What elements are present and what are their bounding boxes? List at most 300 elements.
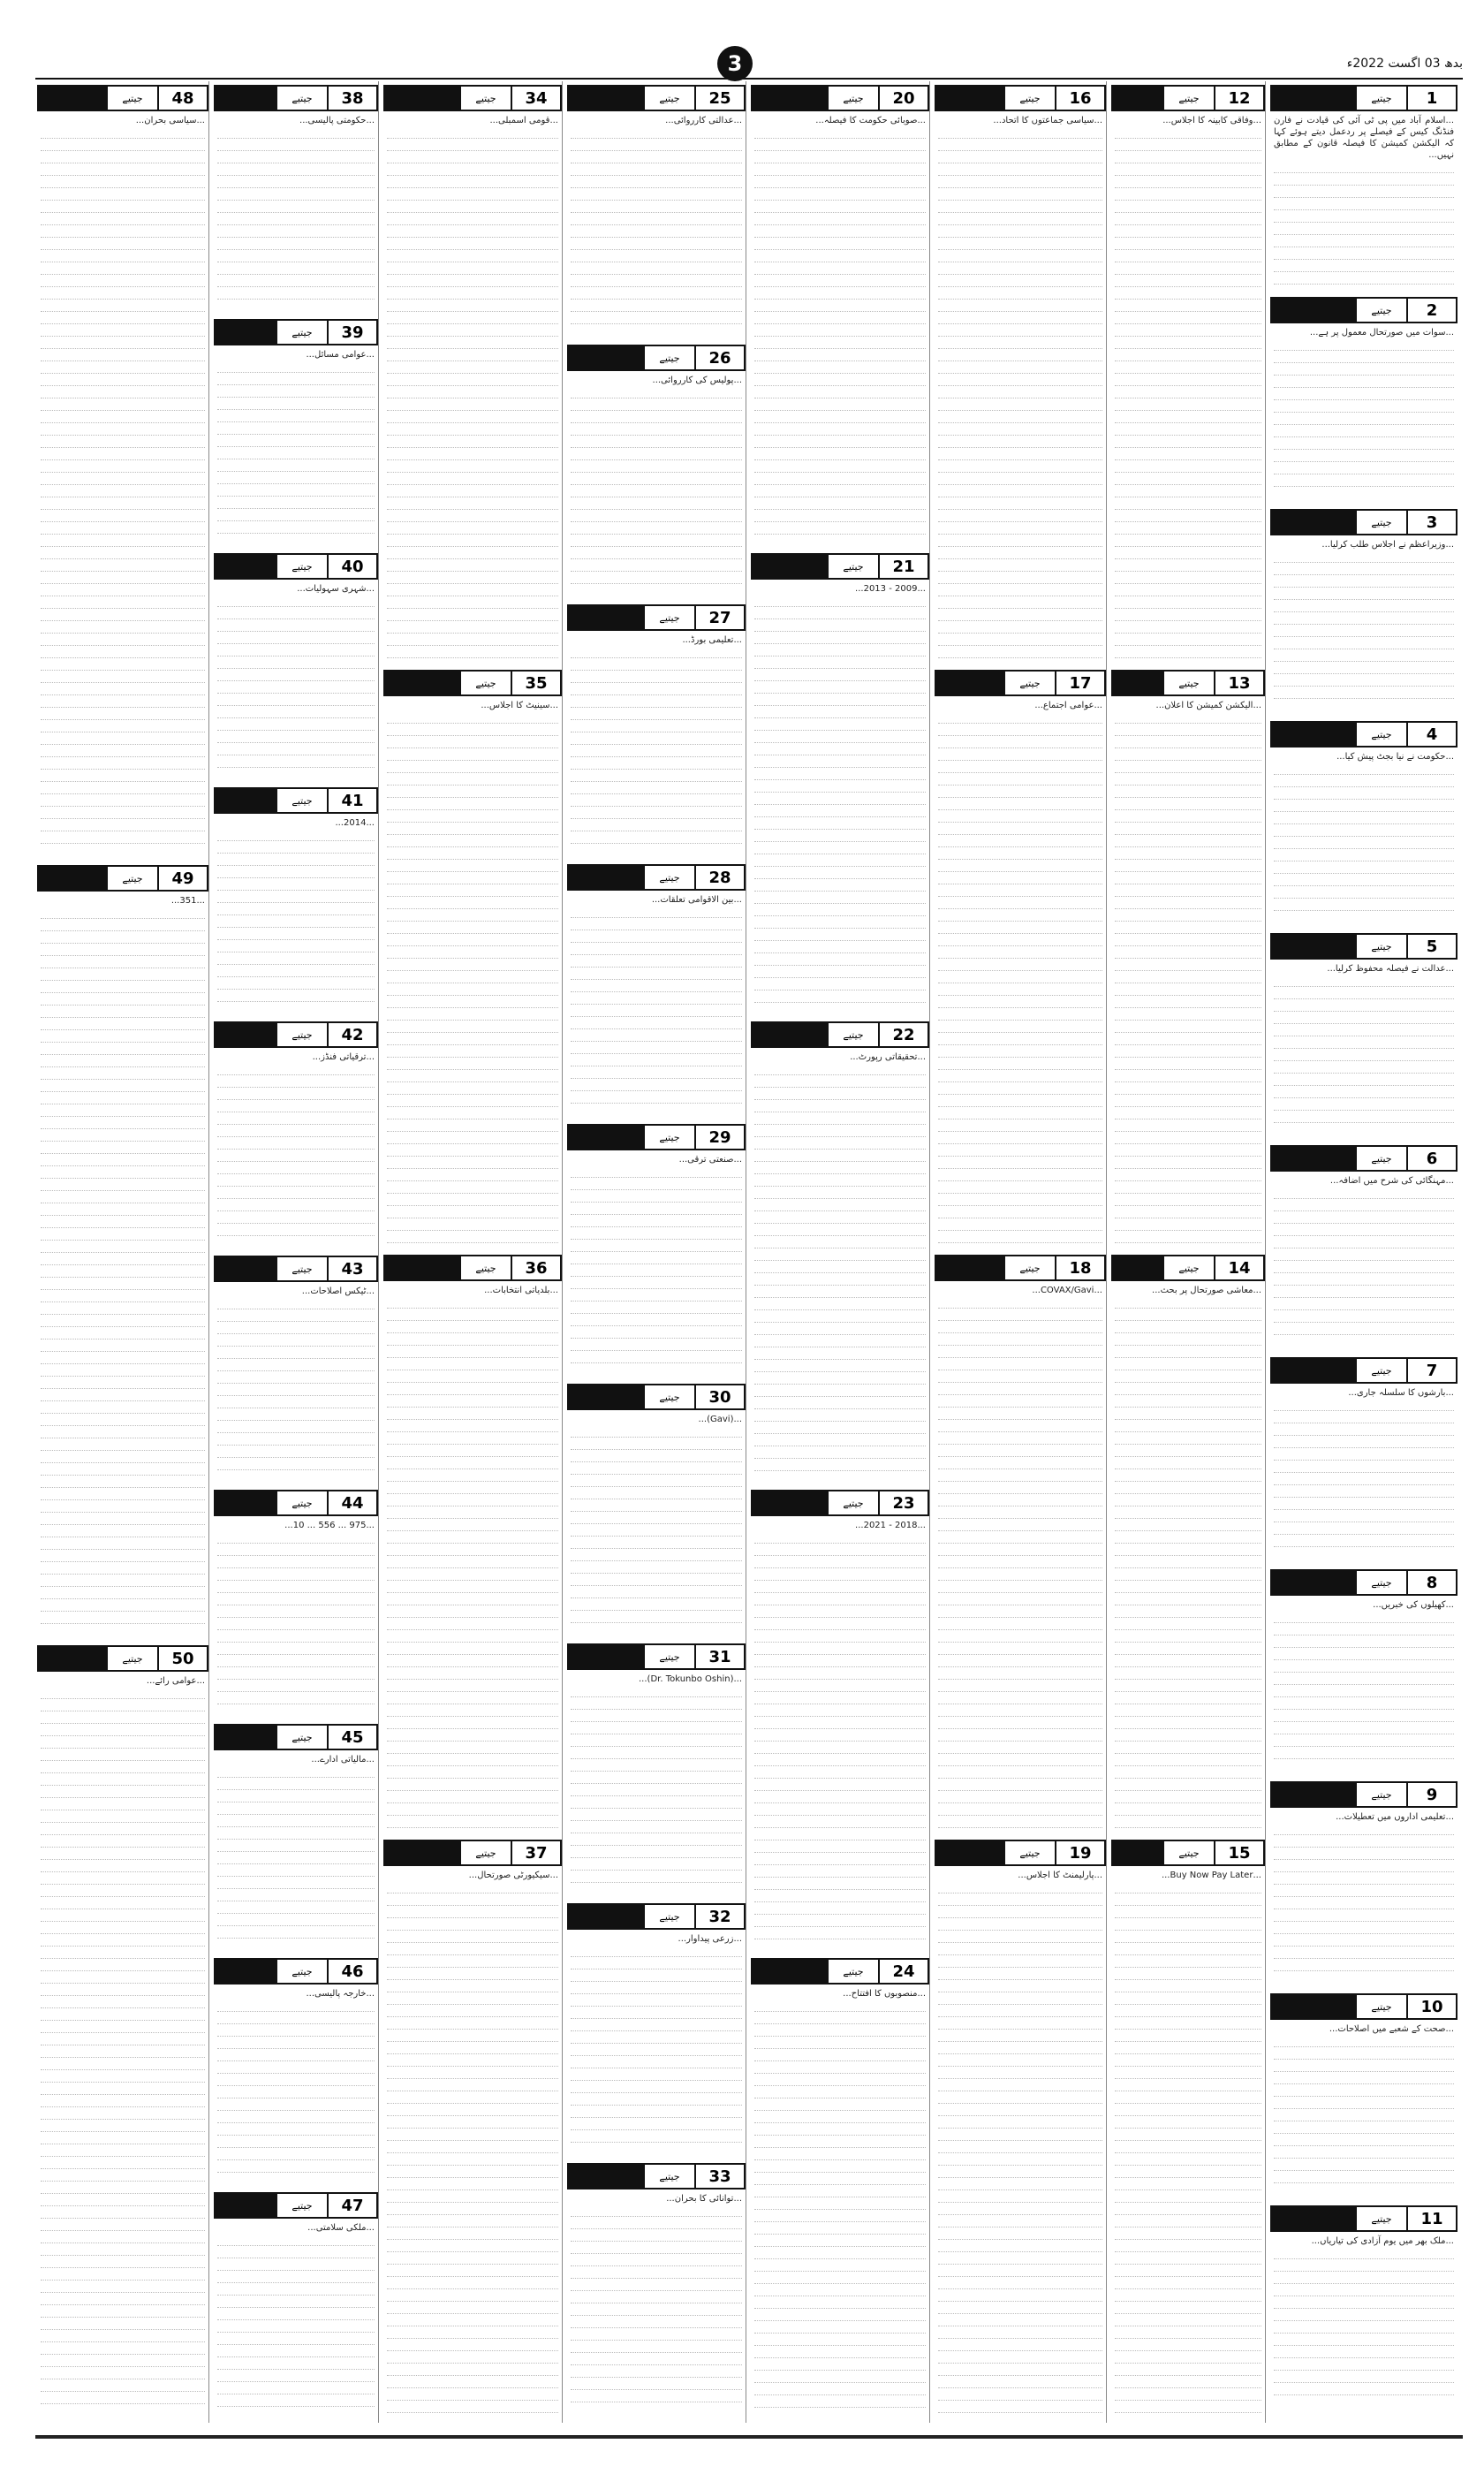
question-label: جیتیے	[1371, 1576, 1392, 1589]
text-line-placeholder	[938, 559, 1102, 572]
question-number: 33	[694, 2165, 744, 2188]
text-line-placeholder	[217, 2098, 375, 2111]
text-line-placeholder	[1274, 1673, 1454, 1685]
text-line-placeholder	[754, 1248, 926, 1261]
text-line-placeholder	[387, 1593, 558, 1605]
answer-blank-bar	[1272, 1147, 1357, 1170]
text-line-placeholder	[571, 423, 742, 436]
text-line-placeholder	[754, 731, 926, 743]
text-line-placeholder	[1115, 2030, 1261, 2042]
text-line-placeholder	[571, 2093, 742, 2106]
answer-blank-bar	[1272, 935, 1357, 958]
text-line-placeholder	[571, 2242, 742, 2254]
question-number: 42	[327, 1023, 376, 1046]
text-line-placeholder	[938, 1021, 1102, 1033]
text-line-placeholder	[41, 2070, 205, 2083]
text-line-placeholder	[571, 732, 742, 745]
text-line-placeholder	[754, 1211, 926, 1224]
text-line-placeholder	[1115, 213, 1261, 225]
text-line-placeholder	[1115, 1992, 1261, 2005]
answer-blank-bar	[216, 1491, 277, 1514]
text-line-placeholder	[387, 1346, 558, 1358]
text-line-placeholder	[938, 1181, 1102, 1194]
text-line-placeholder	[1274, 2121, 1454, 2134]
text-line-placeholder	[571, 213, 742, 225]
text-line-placeholder	[1115, 1445, 1261, 1457]
text-line-placeholder	[217, 250, 375, 262]
text-line-placeholder	[41, 1401, 205, 1414]
text-line-placeholder	[1274, 2060, 1454, 2072]
text-line-placeholder	[387, 2215, 558, 2227]
question-block	[749, 81, 931, 546]
answer-blank-bar	[569, 1126, 645, 1149]
text-line-placeholder	[387, 1370, 558, 1383]
text-line-placeholder	[754, 1446, 926, 1459]
text-line-placeholder	[387, 761, 558, 773]
text-line-placeholder	[1274, 1485, 1454, 1498]
text-line-placeholder	[217, 139, 375, 151]
text-line-placeholder	[387, 1107, 558, 1119]
text-line-placeholder	[217, 1802, 375, 1815]
text-line-placeholder	[1115, 724, 1261, 736]
text-line-placeholder	[754, 1853, 926, 1865]
text-line-placeholder	[387, 1383, 558, 1395]
text-line-placeholder	[1274, 2309, 1454, 2321]
text-line-placeholder	[41, 2083, 205, 2095]
text-line-placeholder	[217, 2148, 375, 2160]
text-line-placeholder	[754, 929, 926, 941]
text-line-placeholder	[938, 1943, 1102, 1955]
question-header	[1270, 2205, 1458, 2232]
text-line-placeholder	[217, 1309, 375, 1322]
text-line-placeholder	[754, 2061, 926, 2074]
text-line-placeholder	[41, 1699, 205, 1711]
text-line-placeholder	[571, 473, 742, 485]
text-line-placeholder	[1274, 2284, 1454, 2296]
text-line-placeholder	[754, 1100, 926, 1112]
text-line-placeholder	[387, 1070, 558, 1082]
text-line-placeholder	[387, 1605, 558, 1618]
text-line-placeholder	[571, 1722, 742, 1734]
text-line-placeholder	[1274, 1323, 1454, 1335]
answer-blank-bar	[39, 87, 108, 110]
text-line-placeholder	[938, 423, 1102, 436]
text-line-placeholder	[754, 879, 926, 892]
bottom-rule	[35, 2435, 1463, 2439]
text-line-placeholder	[387, 151, 558, 163]
text-line-placeholder	[1274, 1510, 1454, 1522]
text-line-placeholder	[571, 671, 742, 683]
text-line-placeholder	[1115, 1519, 1261, 1531]
question-label: جیتیے	[292, 1965, 313, 1977]
text-line-placeholder	[571, 943, 742, 955]
text-line-placeholder	[1274, 588, 1454, 600]
text-line-placeholder	[571, 2229, 742, 2242]
text-line-placeholder	[217, 1334, 375, 1347]
text-line-placeholder	[387, 1980, 558, 1992]
text-line-placeholder	[387, 1420, 558, 1432]
text-line-placeholder	[571, 522, 742, 535]
text-line-placeholder	[41, 732, 205, 745]
question-block	[212, 81, 380, 312]
text-line-placeholder	[938, 1593, 1102, 1605]
text-line-placeholder	[571, 2254, 742, 2266]
question-header	[1270, 509, 1458, 535]
text-line-placeholder	[571, 2328, 742, 2341]
text-line-placeholder	[754, 842, 926, 854]
text-line-placeholder	[1115, 238, 1261, 250]
text-line-placeholder	[938, 361, 1102, 374]
text-line-placeholder	[571, 2341, 742, 2353]
question-label: جیتیے	[659, 2170, 680, 2182]
text-line-placeholder	[571, 1264, 742, 1277]
answer-blank-bar	[753, 555, 829, 578]
text-line-placeholder	[41, 1154, 205, 1166]
text-line-placeholder	[217, 1544, 375, 1556]
article-text: ...سیاسی بحران...	[135, 116, 205, 125]
text-line-placeholder	[387, 785, 558, 798]
answer-blank-bar	[753, 1023, 829, 1046]
text-line-placeholder	[1115, 337, 1261, 349]
text-line-placeholder	[387, 1531, 558, 1544]
text-line-placeholder	[217, 1088, 375, 1100]
text-line-placeholder	[938, 2166, 1102, 2178]
text-line-placeholder	[41, 275, 205, 287]
answer-blank-bar	[1272, 2207, 1357, 2230]
text-line-placeholder	[754, 619, 926, 632]
text-line-placeholder	[938, 810, 1102, 823]
text-line-placeholder	[387, 1943, 558, 1955]
text-line-placeholder	[217, 940, 375, 952]
text-line-placeholder	[1115, 897, 1261, 909]
text-line-placeholder	[754, 1816, 926, 1828]
text-line-placeholder	[1274, 1959, 1454, 1971]
text-line-placeholder	[938, 959, 1102, 971]
text-line-placeholder	[754, 1187, 926, 1199]
question-block	[212, 550, 380, 780]
text-line-placeholder	[938, 238, 1102, 250]
question-block	[933, 81, 1108, 663]
question-number: 10	[1406, 1995, 1456, 2018]
text-line-placeholder	[41, 1860, 205, 1872]
text-line-placeholder	[571, 238, 742, 250]
text-line-placeholder	[41, 2256, 205, 2268]
text-line-placeholder	[571, 250, 742, 262]
text-line-placeholder	[938, 1729, 1102, 1742]
answer-blank-bar	[753, 1491, 829, 1514]
news-column	[749, 81, 931, 2423]
text-line-placeholder	[41, 2194, 205, 2206]
text-line-placeholder	[387, 1906, 558, 1918]
text-line-placeholder	[571, 1710, 742, 1722]
text-line-placeholder	[217, 1187, 375, 1199]
text-line-placeholder	[1115, 1309, 1261, 1321]
text-line-placeholder	[1274, 1399, 1454, 1411]
text-line-placeholder	[41, 2144, 205, 2157]
text-line-placeholder	[571, 1252, 742, 1264]
text-line-placeholder	[1115, 485, 1261, 497]
text-line-placeholder	[387, 1618, 558, 1630]
answer-blank-bar	[1272, 1995, 1357, 2018]
text-line-placeholder	[1274, 649, 1454, 662]
text-line-placeholder	[754, 2024, 926, 2037]
text-line-placeholder	[938, 1296, 1102, 1309]
text-line-placeholder	[1115, 225, 1261, 238]
text-line-placeholder	[217, 1889, 375, 1901]
text-line-placeholder	[41, 312, 205, 324]
text-line-placeholder	[387, 2339, 558, 2351]
text-line-placeholder	[1115, 522, 1261, 535]
text-line-placeholder	[938, 1157, 1102, 1169]
text-line-placeholder	[1274, 837, 1454, 849]
text-line-placeholder	[1274, 1036, 1454, 1049]
text-line-placeholder	[571, 1462, 742, 1475]
text-line-placeholder	[217, 1605, 375, 1618]
text-line-placeholder	[938, 2129, 1102, 2141]
text-line-placeholder	[1274, 198, 1454, 210]
answer-blank-bar	[385, 87, 461, 110]
text-line-placeholder	[571, 201, 742, 213]
answer-blank-bar	[39, 867, 108, 890]
question-label: جیتیے	[843, 1965, 864, 1977]
answer-blank-bar	[936, 87, 1005, 110]
text-line-placeholder	[387, 1568, 558, 1581]
question-header	[214, 553, 378, 580]
text-line-placeholder	[754, 1643, 926, 1655]
answer-blank-bar	[216, 1023, 277, 1046]
text-line-placeholder	[754, 188, 926, 201]
text-line-placeholder	[571, 2266, 742, 2279]
text-line-placeholder	[938, 934, 1102, 946]
question-label: جیتیے	[292, 326, 313, 338]
text-line-placeholder	[387, 1181, 558, 1194]
text-line-placeholder	[1274, 1934, 1454, 1947]
text-line-placeholder	[571, 1425, 742, 1438]
article-text: ...عدالتی کارروائی...	[665, 116, 742, 125]
text-line-placeholder	[1115, 2265, 1261, 2277]
text-line-placeholder	[754, 1927, 926, 1939]
text-line-placeholder	[938, 1070, 1102, 1082]
question-number: 6	[1406, 1147, 1456, 1170]
text-line-placeholder	[1115, 1169, 1261, 1181]
text-line-placeholder	[387, 1791, 558, 1803]
text-line-placeholder	[1115, 922, 1261, 934]
text-line-placeholder	[754, 225, 926, 238]
text-line-placeholder	[754, 1915, 926, 1927]
text-line-placeholder	[41, 374, 205, 386]
text-line-placeholder	[387, 176, 558, 188]
question-number: 4	[1406, 723, 1456, 746]
text-line-placeholder	[41, 1278, 205, 1290]
question-number: 29	[694, 1126, 744, 1149]
text-line-placeholder	[754, 1385, 926, 1397]
text-line-placeholder	[938, 436, 1102, 448]
text-line-placeholder	[754, 1840, 926, 1853]
text-line-placeholder	[1115, 1655, 1261, 1667]
text-line-placeholder	[217, 435, 375, 447]
question-number: 11	[1406, 2207, 1456, 2230]
text-line-placeholder	[1274, 2134, 1454, 2146]
text-line-placeholder	[41, 1798, 205, 1810]
text-line-placeholder	[571, 2019, 742, 2031]
text-line-placeholder	[1274, 1947, 1454, 1959]
text-line-placeholder	[1115, 250, 1261, 262]
text-line-placeholder	[387, 2265, 558, 2277]
text-line-placeholder	[938, 188, 1102, 201]
question-header	[37, 865, 208, 892]
text-line-placeholder	[571, 287, 742, 300]
text-line-placeholder	[41, 671, 205, 683]
text-line-placeholder	[938, 2178, 1102, 2190]
question-header	[1270, 1569, 1458, 1596]
text-line-placeholder	[754, 324, 926, 337]
text-line-placeholder	[754, 1360, 926, 1372]
text-line-placeholder	[1274, 886, 1454, 899]
text-line-placeholder	[387, 188, 558, 201]
text-line-placeholder	[571, 930, 742, 943]
question-number: 48	[157, 87, 207, 110]
text-line-placeholder	[754, 1409, 926, 1422]
text-line-placeholder	[387, 448, 558, 460]
text-line-placeholder	[217, 2320, 375, 2333]
text-line-placeholder	[217, 2160, 375, 2173]
text-line-placeholder	[387, 473, 558, 485]
text-line-placeholder	[1274, 1061, 1454, 1074]
text-line-placeholder	[938, 897, 1102, 909]
text-line-placeholder	[938, 1383, 1102, 1395]
text-line-placeholder	[1115, 2079, 1261, 2091]
text-line-placeholder	[1115, 609, 1261, 621]
text-line-placeholder	[1115, 810, 1261, 823]
text-line-placeholder	[387, 1544, 558, 1556]
text-line-placeholder	[938, 1519, 1102, 1531]
text-line-placeholder	[387, 2141, 558, 2153]
text-line-placeholder	[1274, 2247, 1454, 2259]
text-line-placeholder	[1115, 1181, 1261, 1194]
text-line-placeholder	[217, 1593, 375, 1605]
text-line-placeholder	[571, 225, 742, 238]
text-line-placeholder	[938, 1206, 1102, 1218]
text-line-placeholder	[1115, 2252, 1261, 2265]
text-line-placeholder	[1115, 2302, 1261, 2314]
text-line-placeholder	[217, 2061, 375, 2074]
text-line-placeholder	[754, 681, 926, 694]
question-number: 1	[1406, 87, 1456, 110]
text-line-placeholder	[571, 1005, 742, 1017]
text-line-placeholder	[41, 1537, 205, 1550]
article-text: ...سوات میں صورتحال معمول پر ہے...	[1309, 328, 1454, 338]
text-line-placeholder	[41, 819, 205, 831]
text-line-placeholder	[217, 1815, 375, 1827]
text-line-placeholder	[387, 584, 558, 596]
text-line-placeholder	[41, 931, 205, 944]
text-line-placeholder	[41, 1092, 205, 1104]
text-line-placeholder	[1115, 872, 1261, 884]
text-line-placeholder	[1115, 1717, 1261, 1729]
text-line-placeholder	[1274, 1086, 1454, 1098]
article-text: ...ملک بھر میں یوم آزادی کی تیاریاں...	[1311, 2236, 1454, 2246]
text-line-placeholder	[1115, 1680, 1261, 1692]
question-header	[1270, 1145, 1458, 1172]
text-line-placeholder	[217, 213, 375, 225]
text-line-placeholder	[41, 1389, 205, 1401]
text-line-placeholder	[387, 2054, 558, 2067]
question-label: جیتیے	[1019, 92, 1041, 104]
text-line-placeholder	[217, 398, 375, 410]
text-line-placeholder	[387, 2203, 558, 2215]
text-line-placeholder	[571, 535, 742, 547]
text-line-placeholder	[387, 2388, 558, 2401]
news-column	[35, 81, 210, 2423]
answer-blank-bar	[1272, 1783, 1357, 1806]
text-line-placeholder	[217, 2111, 375, 2123]
article-text: ...پارلیمنٹ کا اجلاس...	[1018, 1871, 1102, 1880]
text-line-placeholder	[41, 919, 205, 931]
text-line-placeholder	[754, 287, 926, 300]
text-line-placeholder	[1115, 324, 1261, 337]
text-line-placeholder	[41, 436, 205, 448]
question-block	[565, 601, 747, 857]
question-block	[212, 1018, 380, 1248]
text-line-placeholder	[571, 139, 742, 151]
answer-blank-bar	[216, 2194, 277, 2217]
text-line-placeholder	[938, 2190, 1102, 2203]
text-line-placeholder	[1115, 460, 1261, 473]
text-line-placeholder	[41, 2231, 205, 2243]
text-line-placeholder	[217, 977, 375, 990]
text-line-placeholder	[1115, 1358, 1261, 1370]
text-line-placeholder	[938, 225, 1102, 238]
text-line-placeholder	[41, 2095, 205, 2107]
question-label: جیتیے	[1371, 728, 1392, 740]
text-line-placeholder	[571, 2353, 742, 2365]
text-line-placeholder	[217, 1864, 375, 1877]
text-line-placeholder	[387, 1206, 558, 1218]
text-line-placeholder	[41, 646, 205, 658]
text-line-placeholder	[754, 780, 926, 793]
text-line-placeholder	[754, 1581, 926, 1593]
text-line-placeholder	[387, 1469, 558, 1482]
question-label: جیتیے	[1019, 677, 1041, 689]
text-line-placeholder	[41, 1117, 205, 1129]
text-line-placeholder	[1115, 572, 1261, 584]
text-line-placeholder	[1274, 1635, 1454, 1648]
text-line-placeholder	[754, 1335, 926, 1347]
text-line-placeholder	[754, 2309, 926, 2321]
text-line-placeholder	[754, 2049, 926, 2061]
text-line-placeholder	[387, 1169, 558, 1181]
text-line-placeholder	[754, 1174, 926, 1187]
text-line-placeholder	[41, 2280, 205, 2293]
text-line-placeholder	[571, 1871, 742, 1883]
text-line-placeholder	[1115, 1107, 1261, 1119]
text-line-placeholder	[41, 1711, 205, 1724]
text-line-placeholder	[41, 1253, 205, 1265]
text-line-placeholder	[41, 1463, 205, 1476]
text-line-placeholder	[217, 484, 375, 497]
text-line-placeholder	[217, 2382, 375, 2394]
text-line-placeholder	[1115, 1943, 1261, 1955]
text-line-placeholder	[387, 1667, 558, 1680]
question-header	[1111, 1840, 1265, 1866]
text-line-placeholder	[938, 1816, 1102, 1828]
text-line-placeholder	[571, 2378, 742, 2390]
text-line-placeholder	[387, 1095, 558, 1107]
text-line-placeholder	[217, 2308, 375, 2320]
text-line-placeholder	[217, 410, 375, 422]
text-line-placeholder	[571, 312, 742, 324]
text-line-placeholder	[938, 1445, 1102, 1457]
